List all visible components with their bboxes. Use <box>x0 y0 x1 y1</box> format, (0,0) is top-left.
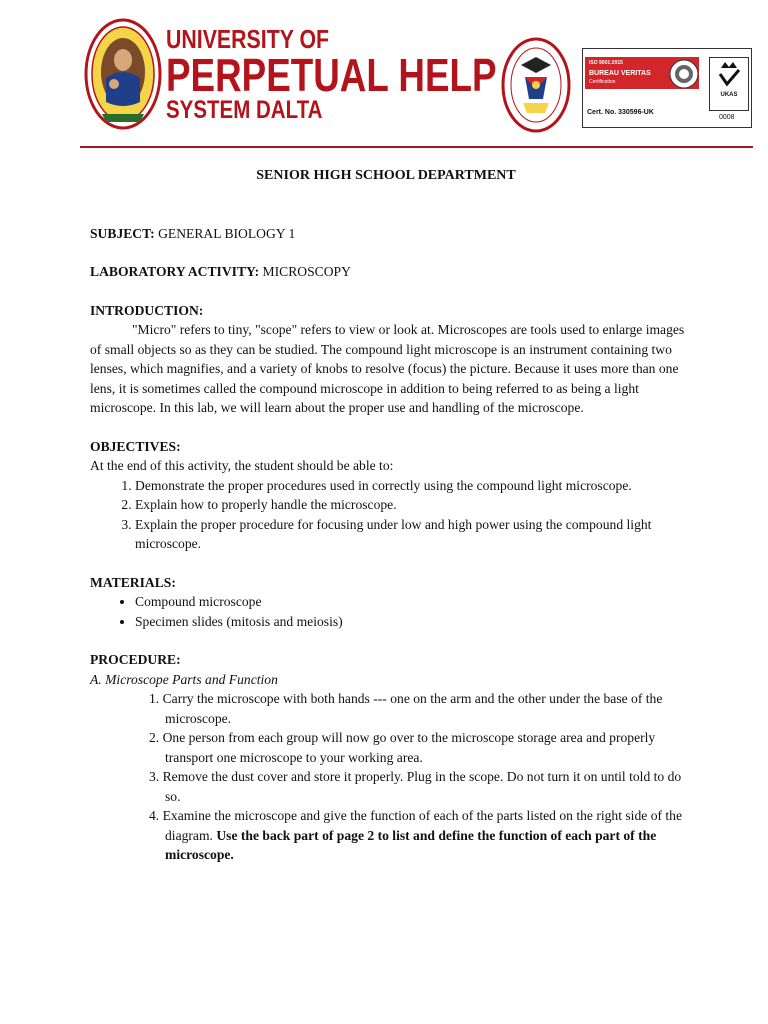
bureau-veritas-emblem-icon <box>669 57 699 91</box>
certification-badge <box>582 48 752 128</box>
letterhead <box>0 0 768 150</box>
introduction-heading: INTRODUCTION: <box>90 302 204 318</box>
senior-high-school-seal-logo <box>501 37 571 133</box>
introduction-text: "Micro" refers to tiny, "scope" refers to view or look at. Microscopes are tools used to enlarge images of small objects so as they can be studied. The compound light microscope is an instrument containing two lenses, which magnifies, and a variety of knobs to resolve (focus) the picture. Because it uses more than one lens, it is sometimes called the compound microscope in addition to being referred to as being a light microscope. In this lab, we will learn about the proper use and handling of the microscope. <box>90 322 685 415</box>
objectives-section <box>90 437 690 554</box>
list-item: 3. Remove the dust cover and store it properly. Plug in the scope. Do not turn it on until told to do so. <box>149 769 682 804</box>
materials-section <box>90 573 690 632</box>
ukas-number: 0008 <box>719 114 735 121</box>
procedure-heading: PROCEDURE: <box>90 652 181 667</box>
cert-number: Cert. No. 330596-UK <box>587 109 654 116</box>
certification-label: Certification <box>589 79 616 85</box>
bureau-veritas-label: BUREAU VERITAS <box>589 70 651 77</box>
crown-check-icon <box>717 60 741 90</box>
list-item: 1. Carry the microscope with both hands --- one on the arm and the other under the base of the microscope. <box>149 691 663 726</box>
procedure-section <box>90 650 690 865</box>
introduction-section <box>90 301 690 418</box>
header-divider <box>80 146 753 148</box>
activity-value: MICROSCOPY <box>259 264 351 279</box>
activity-line <box>90 262 690 282</box>
ukas-badge <box>709 57 749 111</box>
list-item: 2. One person from each group will now go over to the microscope storage area and properly transport one microscope to your working area. <box>149 730 656 765</box>
list-item <box>149 806 690 865</box>
objectives-intro: At the end of this activity, the student should be able to: <box>90 458 394 473</box>
university-name-line3: SYSTEM DALTA <box>166 96 323 124</box>
list-item: 2. Explain how to properly handle the microscope. <box>135 495 690 515</box>
list-item: 1. Demonstrate the proper procedures used in correctly using the compound light microscope. <box>135 476 690 496</box>
iso-label: ISO 9001:2015 <box>589 60 623 66</box>
step4-text: 4. Examine the microscope and give the function of each of the parts listed on the right side of the diagram. <box>149 808 683 843</box>
procedure-subheading: A. Microscope Parts and Function <box>90 671 278 687</box>
procedure-list <box>90 689 690 865</box>
objectives-heading: OBJECTIVES: <box>90 438 181 454</box>
university-seal-logo <box>84 18 162 130</box>
document-body <box>90 166 690 865</box>
materials-heading: MATERIALS: <box>90 574 176 590</box>
subject-line <box>90 224 690 244</box>
university-name-line2: PERPETUAL HELP <box>166 49 497 101</box>
ukas-name: UKAS <box>720 92 738 98</box>
subject-label: SUBJECT: <box>90 225 155 241</box>
department-title: SENIOR HIGH SCHOOL DEPARTMENT <box>256 168 516 183</box>
list-item: • Specimen slides (mitosis and meiosis) <box>135 612 690 632</box>
activity-label: LABORATORY ACTIVITY: <box>90 264 260 279</box>
university-name-line1: UNIVERSITY OF <box>166 24 330 54</box>
materials-list <box>90 592 690 631</box>
objectives-list <box>90 476 690 554</box>
subject-value: GENERAL BIOLOGY 1 <box>154 225 296 241</box>
step4-bold-instruction: Use the back part of page 2 to list and define the function of each part of the microscope. <box>165 827 657 862</box>
list-item: • Compound microscope <box>135 592 690 612</box>
list-item: 3. Explain the proper procedure for focusing under low and high power using the compound light microscope. <box>135 515 690 554</box>
